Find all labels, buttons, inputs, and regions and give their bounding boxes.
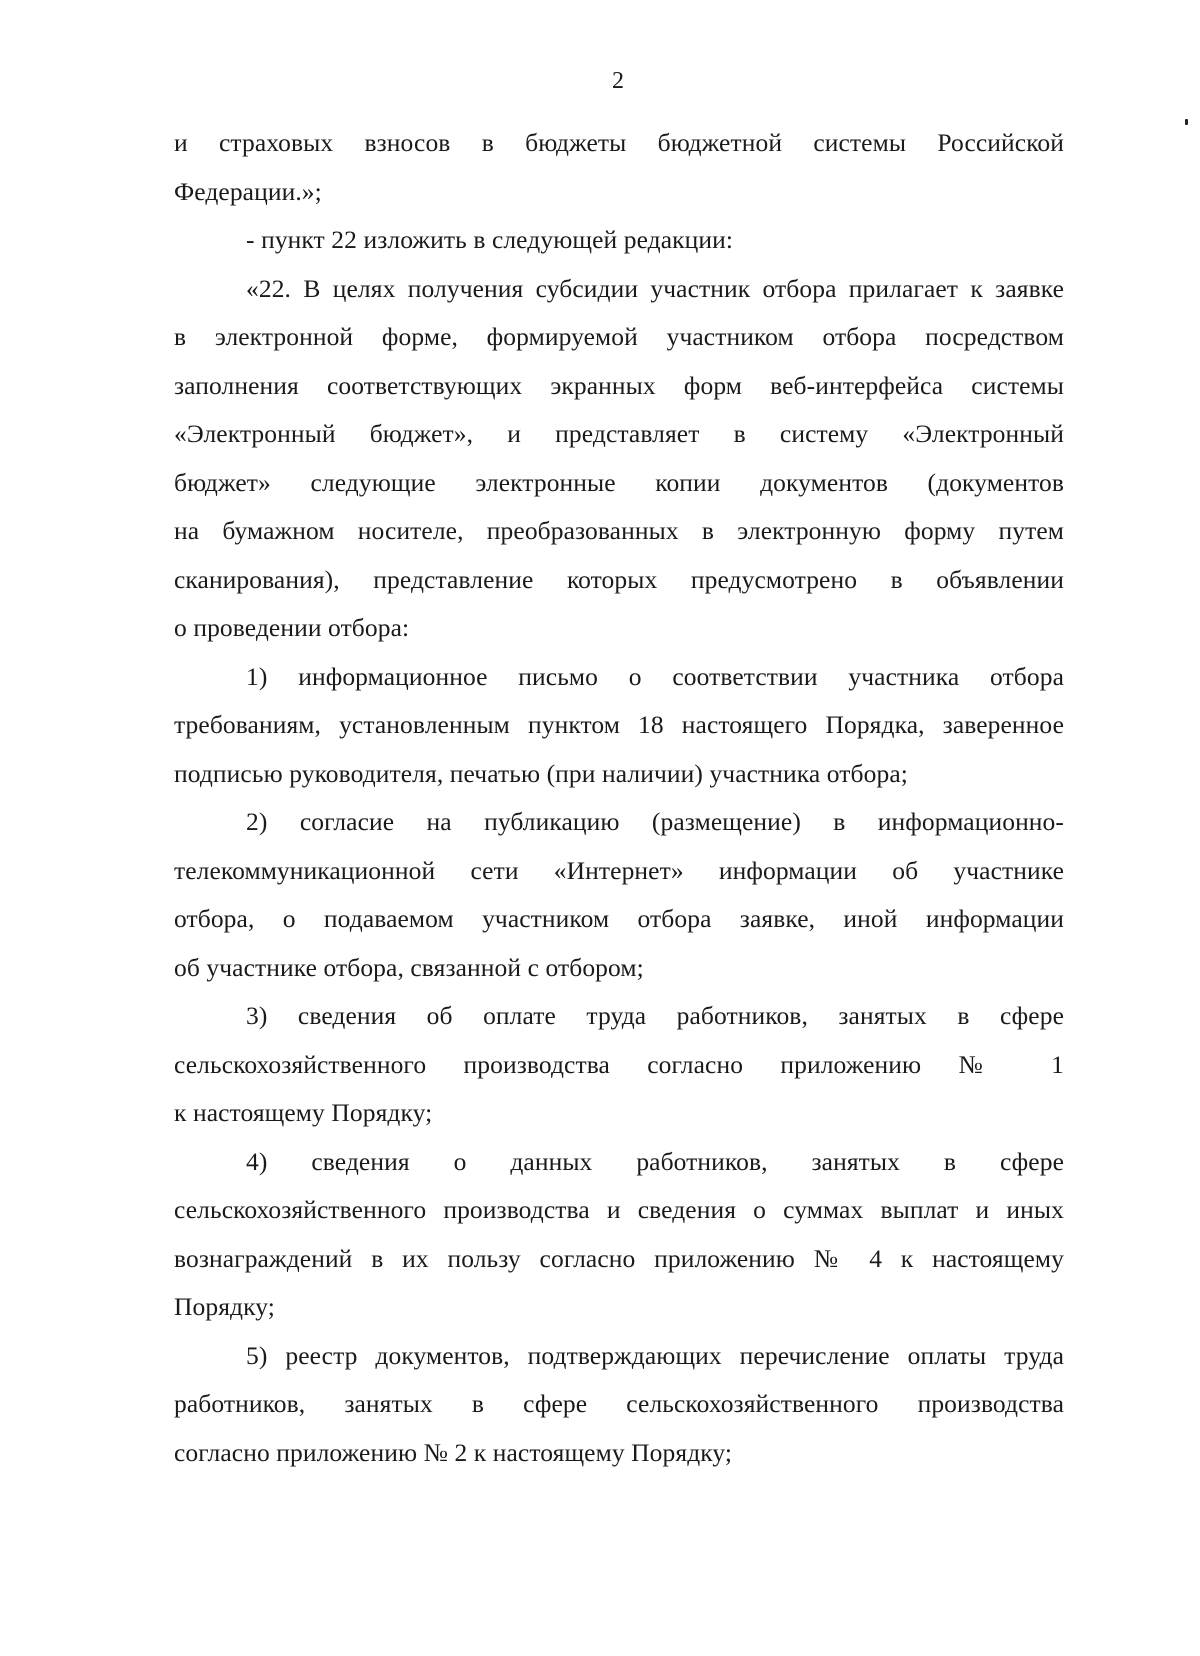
text-line: «22. В целях получения субсидии участник отбора прилагает к заявке [246, 273, 1064, 303]
text-line: об участнике отбора, связанной с отбором; [174, 952, 644, 982]
page-number: 2 [612, 68, 624, 94]
text-line: Федерации.»; [174, 176, 322, 206]
text-line: согласно приложению № 2 к настоящему Порядку; [174, 1437, 733, 1467]
text-line: к настоящему Порядку; [174, 1098, 433, 1127]
text-line: 4) сведения о данных работников, занятых в сфере [246, 1146, 1064, 1176]
text-line: - пункт 22 изложить в следующей редакции: [246, 225, 734, 254]
document-body [174, 119, 1064, 1477]
text-line: 5) реестр документов, подтверждающих перечисление оплаты труда [246, 1340, 1064, 1370]
scan-speck [1185, 119, 1188, 125]
text-line: требованиям, установленным пунктом 18 настоящего Порядка, заверенное [174, 710, 1064, 739]
text-line: сельскохозяйственного производства согласно приложению № 1 [174, 1049, 1064, 1079]
text-line: вознаграждений в их пользу согласно приложению № 4 к настоящему [174, 1243, 1064, 1273]
text-line: сканирования), представление которых предусмотрено в объявлении [174, 564, 1064, 594]
text-line: о проведении отбора: [174, 613, 410, 642]
text-line: заполнения соответствующих экранных форм веб-интерфейса системы [174, 370, 1064, 400]
text-line: и страховых взносов в бюджеты бюджетной системы Российской [174, 128, 1064, 157]
text-line: бюджет» следующие электронные копии документов (документов [174, 467, 1064, 497]
text-line: 1) информационное письмо о соответствии участника отбора [246, 661, 1064, 691]
text-line: работников, занятых в сфере сельскохозяйственного производства [174, 1389, 1064, 1418]
text-line: Порядку; [174, 1292, 275, 1321]
text-line: подписью руководителя, печатью (при наличии) участника отбора; [174, 758, 908, 788]
text-line: 3) сведения об оплате труда работников, занятых в сфере [246, 1001, 1064, 1030]
text-line: на бумажном носителе, преобразованных в электронную форму путем [174, 516, 1064, 545]
text-line: «Электронный бюджет», и представляет в систему «Электронный [174, 419, 1064, 448]
text-line: отбора, о подаваемом участником отбора заявке, иной информации [174, 904, 1064, 933]
text-line: телекоммуникационной сети «Интернет» информации об участнике [174, 855, 1064, 885]
text-line: 2) согласие на публикацию (размещение) в информационно- [246, 807, 1064, 836]
text-line: в электронной форме, формируемой участником отбора посредством [174, 322, 1064, 351]
text-line: сельскохозяйственного производства и сведения о суммах выплат и иных [174, 1195, 1064, 1224]
